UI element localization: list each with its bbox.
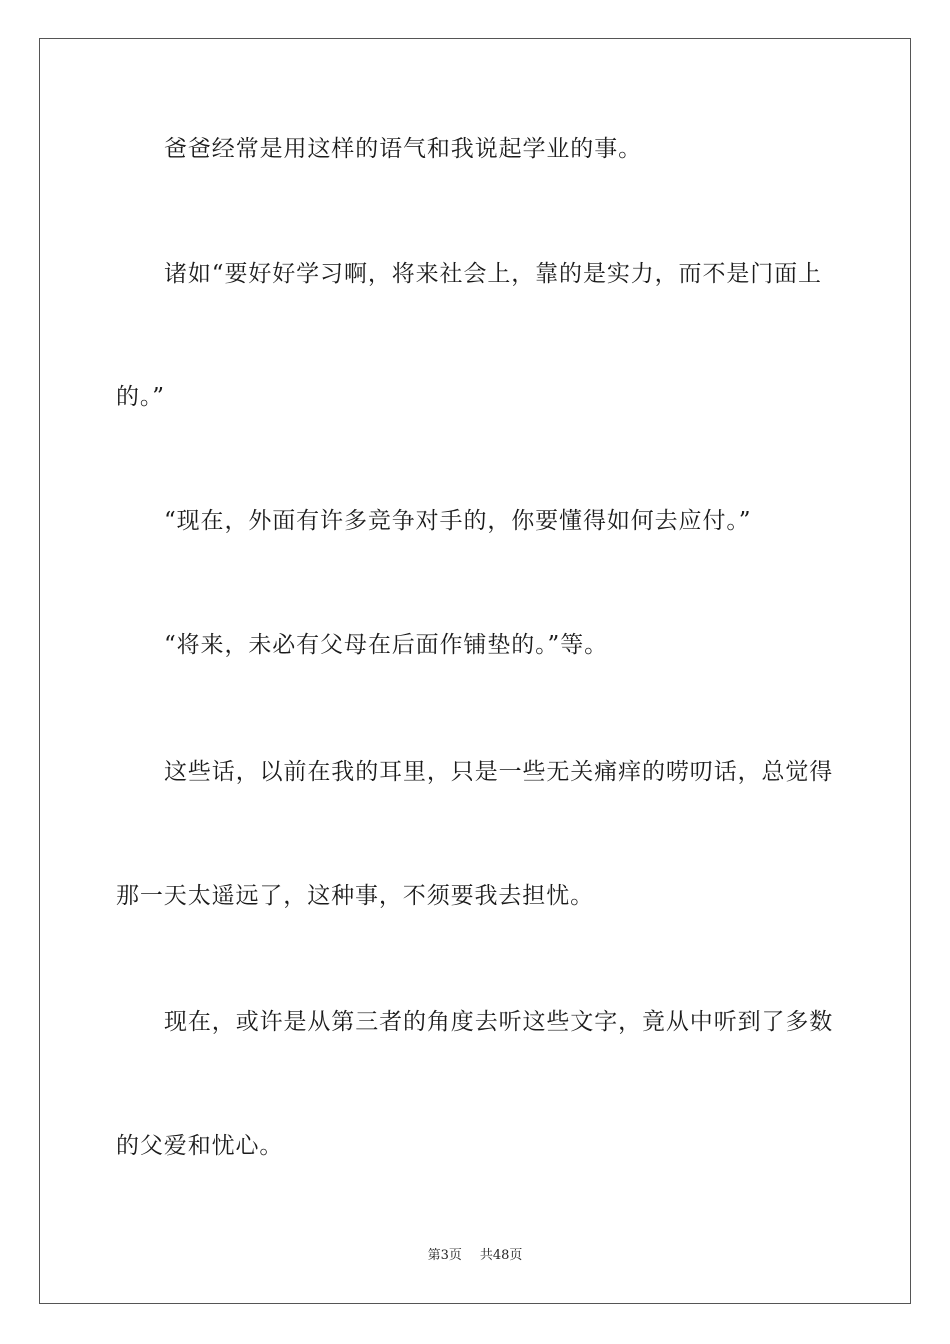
page-border — [39, 38, 911, 1304]
page-number: 第3页 — [427, 1248, 462, 1263]
paragraph-line: 的父爱和忧心。 — [116, 1133, 284, 1159]
page-footer — [0, 1247, 950, 1265]
paragraph-line: 爸爸经常是用这样的语气和我说起学业的事。 — [164, 136, 642, 162]
paragraph-line: 的。” — [116, 384, 165, 410]
paragraph-line: 那一天太遥远了，这种事，不须要我去担忧。 — [116, 883, 594, 909]
paragraph-line: “将来，未必有父母在后面作铺垫的。”等。 — [164, 632, 609, 658]
paragraph-line: 诸如“要好好学习啊，将来社会上，靠的是实力，而不是门面上 — [164, 261, 822, 287]
page-total: 共48页 — [479, 1248, 523, 1263]
paragraph-line: 现在，或许是从第三者的角度去听这些文字，竟从中听到了多数 — [164, 1009, 834, 1035]
paragraph-line: “现在，外面有许多竞争对手的，你要懂得如何去应付。” — [164, 508, 752, 534]
paragraph-line: 这些话，以前在我的耳里，只是一些无关痛痒的唠叨话，总觉得 — [164, 759, 834, 785]
